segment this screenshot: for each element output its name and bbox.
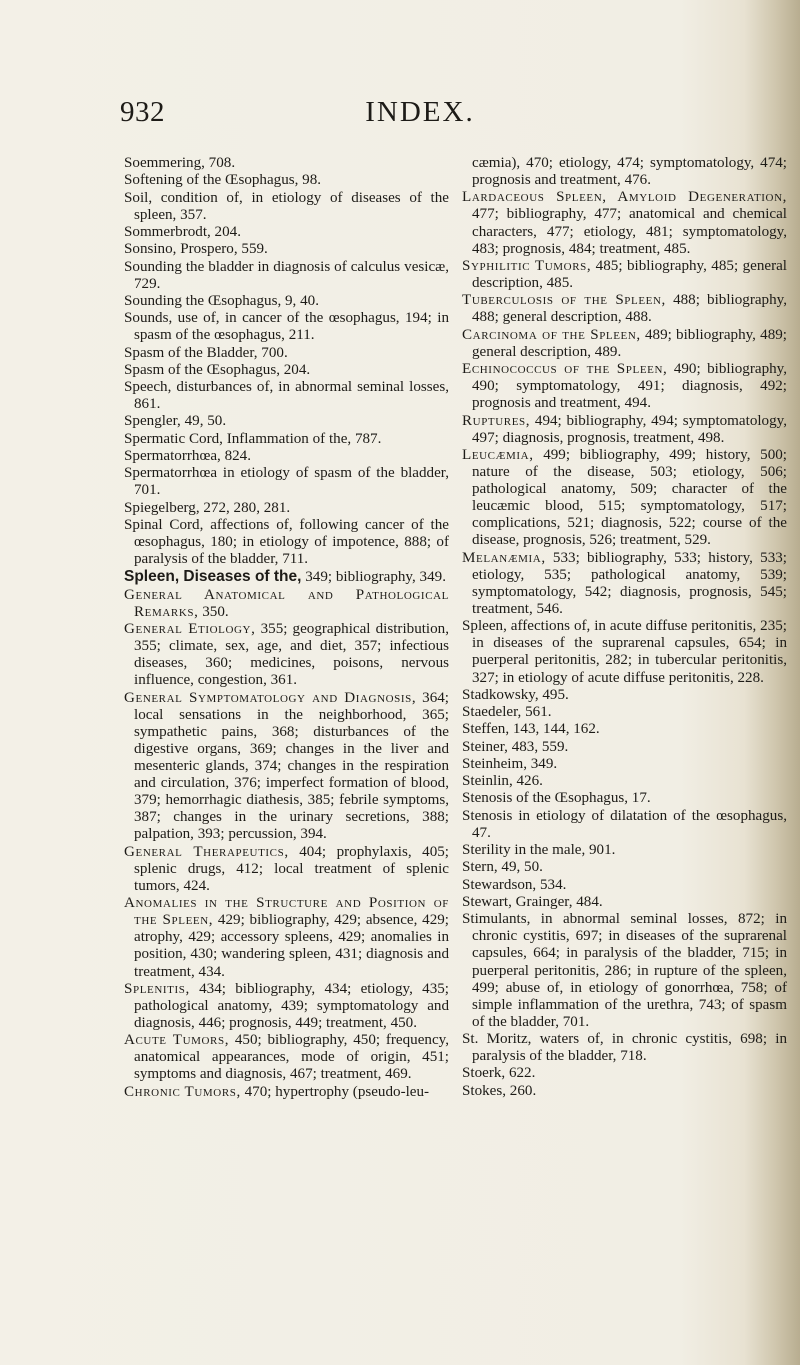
index-entry <box>462 911 787 1031</box>
index-entry-text: Stern, 49, 50. <box>462 859 543 876</box>
index-entry-text: Sounding the Œsophagus, 9, 40. <box>124 292 319 309</box>
index-entry <box>462 773 787 790</box>
index-entry <box>124 690 449 844</box>
index-entry <box>124 465 449 499</box>
index-entry-heading: Syphilitic Tumors, <box>462 257 592 274</box>
index-entry-text: Spermatorrhœa in etiology of spasm of the bladder, 701. <box>124 465 449 499</box>
index-entry-text: Steinheim, 349. <box>462 755 558 772</box>
index-entry-text: 450; bibliography, 450; frequency, anatomical appearances, mode of origin, 451; symptoms and diagnosis, 467; treatment, 469. <box>134 1032 449 1083</box>
index-entry <box>124 517 449 568</box>
index-entry-text: 404; prophylaxis, 405; splenic drugs, 412; local treatment of splenic tumors, 424. <box>134 843 449 894</box>
index-entry-heading: General Therapeutics, <box>124 843 289 860</box>
index-entry-text: 485; bibliography, 485; general description, 485. <box>472 257 787 292</box>
index-entry-text: 533; bibliography, 533; history, 533; etiology, 535; pathological anatomy, 539; symptomatology, 542; diagnosis, prognosis, 545; treatment, 546. <box>472 549 787 617</box>
index-entry <box>462 1065 787 1082</box>
index-entry-text: Spinal Cord, affections of, following cancer of the œsophagus, 180; in etiology of impotence, 888; of paralysis of the bladder, 711. <box>124 516 449 568</box>
index-entry-text: Staedeler, 561. <box>462 704 552 721</box>
index-entry-text: Sommerbrodt, 204. <box>124 223 241 240</box>
index-entry <box>462 327 787 361</box>
index-entry-text: Spermatorrhœa, 824. <box>124 448 252 465</box>
index-entry-text: 470; hypertrophy (pseudo-leu- <box>240 1083 430 1100</box>
index-entry-text: 489; bibliography, 489; general description, 489. <box>472 326 787 360</box>
index-entry-text: Stimulants, in abnormal seminal losses, 872; in chronic cystitis, 697; in diseases of the suprarenal capsules, 664; in paralysis of the bladder, 715; in puerperal peritonitis, 286; in rupture of the spleen, 499; abuse of, in etiology of gonorrhœa, 758; of simple inflammation of the urethra, 743; of spasm of the bladder, 701. <box>462 911 787 1030</box>
index-entry-text: 434; bibliography, 434; etiology, 435; pathological anatomy, 439; symptomatology and diagnosis, 446; prognosis, 449; treatment, 450. <box>134 980 449 1031</box>
index-entry-heading: General Anatomical and Pathological Remarks, <box>124 586 449 620</box>
index-entry <box>462 1083 787 1100</box>
index-entry-text: Stenosis in etiology of dilatation of the œsophagus, 47. <box>462 807 787 841</box>
index-entry-heading: Carcinoma of the Spleen, <box>462 326 641 343</box>
index-entry-text: Stadkowsky, 495. <box>462 686 569 703</box>
index-entry <box>124 413 449 430</box>
index-entry-heading: Splenitis, <box>124 980 190 997</box>
index-entry <box>462 413 787 447</box>
index-entry-text: Stokes, 260. <box>462 1082 537 1099</box>
index-entry-text: 499; bibliography, 499; history, 500; nature of the disease, 503; etiology, 506; pathological anatomy, 509; character of the leucæmic blood, 515; symptomatology, 517; complications, 521; diagnosis, 522; course of the disease, prognosis, 526; treatment, 529. <box>472 446 787 549</box>
index-entry-text: Spengler, 49, 50. <box>124 413 227 430</box>
index-entry <box>124 310 449 344</box>
index-entry <box>124 224 449 241</box>
index-entry-text: 349; bibliography, 349. <box>301 569 446 586</box>
index-entry-text: 477; bibliography, 477; anatomical and chemical characters, 477; etiology, 481; symptomatology, 483; prognosis, 484; treatment, 485. <box>472 206 787 257</box>
index-entry <box>124 895 449 980</box>
index-entry <box>124 362 449 379</box>
index-entry-heading: Acute Tumors, <box>124 1032 230 1049</box>
index-entry-heading: Anomalies in the Structure and Position of the Spleen, <box>124 895 449 929</box>
index-entry-text: St. Moritz, waters of, in chronic cystitis, 698; in paralysis of the bladder, 718. <box>462 1031 787 1065</box>
index-entry <box>462 550 787 618</box>
index-entry-text: 355; geographical distribution, 355; climate, sex, age, and diet, 357; infectious diseases, 360; medicines, poisons, nervous influence, congestion, 361. <box>134 621 449 689</box>
index-entry <box>124 981 449 1032</box>
index-entry-text: Sounding the bladder in diagnosis of calculus vesicæ, 729. <box>124 258 449 292</box>
index-entry <box>124 844 449 895</box>
index-entry <box>462 704 787 721</box>
index-entry-heading: Ruptures, <box>462 412 531 429</box>
index-entry <box>462 258 787 292</box>
index-entry <box>124 448 449 465</box>
index-entry-text: Soemmering, 708. <box>124 155 236 171</box>
index-entry <box>462 894 787 911</box>
index-entry-heading: Chronic Tumors, <box>124 1083 241 1100</box>
index-entry <box>462 859 787 876</box>
index-entry-heading: Lardaceous Spleen, Amyloid Degeneration, <box>462 189 787 206</box>
index-entry-text: Stenosis of the Œsophagus, 17. <box>462 790 651 807</box>
index-entry-text: cæmia), 470; etiology, 474; symptomatology, 474; prognosis and treatment, 476. <box>472 155 787 189</box>
index-entry <box>462 618 787 686</box>
index-entry <box>124 1084 449 1101</box>
index-entry <box>462 447 787 550</box>
index-entry-text: Spermatic Cord, Inflammation of the, 787. <box>124 430 382 447</box>
index-entry-heading: General Symptomatology and Diagnosis, <box>124 689 417 706</box>
index-entry-heading: Echinococcus of the Spleen, <box>462 361 668 378</box>
index-entry-text: 429; bibliography, 429; absence, 429; atrophy, 429; accessory spleens, 429; anomalies in position, 430; wandering spleen, 431; diagnosis and treatment, 434. <box>134 912 449 980</box>
index-entry-heading: General Etiology, <box>124 621 256 638</box>
index-entry <box>124 621 449 689</box>
index-entry <box>124 293 449 310</box>
index-entry-text: 494; bibliography, 494; symptomatology, 497; diagnosis, prognosis, treatment, 498. <box>472 412 787 446</box>
index-entry-heading: Leucæmia, <box>462 446 534 463</box>
index-entry <box>124 1032 449 1083</box>
index-entry-text: Spleen, affections of, in acute diffuse peritonitis, 235; in diseases of the suprarenal capsules, 654; in puerperal peritonitis, 282; in tubercular peritonitis, 327; in etiology of acute diffuse peritonitis, 228. <box>462 618 787 686</box>
index-column-left <box>124 155 449 1101</box>
index-entry <box>462 808 787 842</box>
index-entry <box>124 568 449 586</box>
index-entry <box>462 361 787 412</box>
index-entry <box>124 241 449 258</box>
index-entry-text: Soil, condition of, in etiology of diseases of the spleen, 357. <box>124 189 449 223</box>
index-entry-text: Stoerk, 622. <box>462 1065 536 1082</box>
index-entry-text: Stewart, Grainger, 484. <box>462 893 603 910</box>
index-entry <box>124 587 449 621</box>
index-entry <box>462 739 787 756</box>
index-entry <box>462 721 787 738</box>
index-entry-heading: Tuberculosis of the Spleen, <box>462 292 666 309</box>
index-entry-text: Sterility in the male, 901. <box>462 842 616 859</box>
index-entry-text: 350. <box>198 603 229 620</box>
index-entry-text: Sonsino, Prospero, 559. <box>124 241 268 258</box>
running-title: INDEX. <box>365 96 475 128</box>
index-entry <box>124 500 449 517</box>
index-entry-text: Steiner, 483, 559. <box>462 738 569 755</box>
index-entry-text: Spasm of the Œsophagus, 204. <box>124 361 311 378</box>
page-header <box>120 96 720 136</box>
index-entry-text: 490; bibliography, 490; symptomatology, 491; diagnosis, 492; prognosis and treatment, 494. <box>472 361 788 412</box>
index-entry <box>124 379 449 413</box>
index-entry-text: 364; local sensations in the neighborhood, 365; sympathetic pains, 368; disturbances of the digestive organs, 369; changes in the liver and mesenteric glands, 374; changes in the respiration and circulation, 376; imperfect formation of blood, 379; hemorrhagic diathesis, 385; febrile symptoms, 387; changes in the urinary secretions, 388; palpation, 393; percussion, 394. <box>134 689 450 843</box>
page-number: 932 <box>120 96 165 128</box>
index-entry-heading: Spleen, Diseases of the, <box>124 568 302 586</box>
index-entry <box>462 1031 787 1065</box>
index-entry-text: Steffen, 143, 144, 162. <box>462 721 600 738</box>
index-entry-text: Steinlin, 426. <box>462 773 543 790</box>
index-entry-text: Speech, disturbances of, in abnormal seminal losses, 861. <box>124 379 449 413</box>
index-entry-text: 488; bibliography, 488; general description, 488. <box>472 292 787 326</box>
index-entry <box>462 189 787 257</box>
index-entry <box>124 345 449 362</box>
index-entry <box>124 155 449 172</box>
index-entry-text: Spiegelberg, 272, 280, 281. <box>124 499 291 516</box>
index-entry <box>462 292 787 326</box>
index-entry-text: Sounds, use of, in cancer of the œsophagus, 194; in spasm of the œsophagus, 211. <box>124 310 449 344</box>
index-entry <box>124 431 449 448</box>
index-entry <box>462 756 787 773</box>
index-entry <box>462 877 787 894</box>
index-entry <box>124 172 449 189</box>
index-entry-text: Spasm of the Bladder, 700. <box>124 344 288 361</box>
index-entry <box>462 790 787 807</box>
index-entry-text: Softening of the Œsophagus, 98. <box>124 172 322 189</box>
index-entry-heading: Melanæmia, <box>462 549 546 566</box>
index-entry <box>124 190 449 224</box>
index-entry <box>462 687 787 704</box>
index-entry <box>462 842 787 859</box>
index-column-right <box>462 155 787 1100</box>
index-entry <box>462 155 787 189</box>
index-entry <box>124 259 449 293</box>
index-entry-text: Stewardson, 534. <box>462 876 567 893</box>
